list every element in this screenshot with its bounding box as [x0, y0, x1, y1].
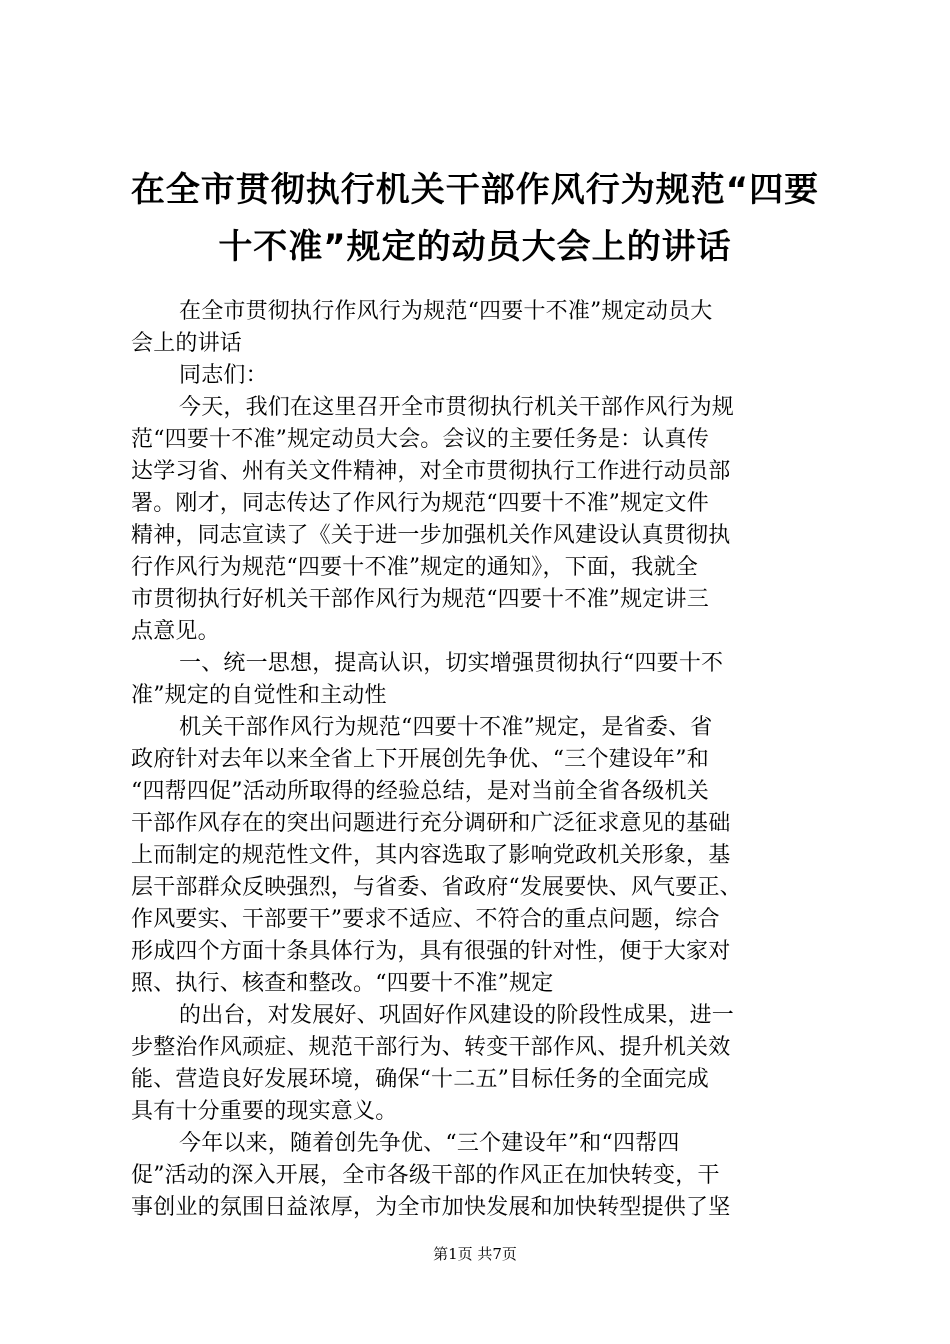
- body-line: 层干部群众反映强烈，与省委、省政府“发展要快、风气要正、: [131, 875, 742, 900]
- body-line: 形成四个方面十条具体行为，具有很强的针对性，便于大家对: [131, 939, 731, 964]
- body-line: 精神，同志宣读了《关于进一步加强机关作风建设认真贯彻执: [131, 523, 731, 548]
- title-line: 在全市贯彻执行机关干部作风行为规范“四要: [130, 170, 820, 210]
- body-line: 行作风行为规范“四要十不准”规定的通知》，下面，我就全: [131, 555, 698, 580]
- body-line: 准”规定的自觉性和主动性: [131, 683, 387, 708]
- body-line: 署。刚才，同志传达了作风行为规范“四要十不准”规定文件: [131, 491, 709, 516]
- body-line: 步整治作风顽症、规范干部行为、转变干部作风、提升机关效: [131, 1035, 731, 1060]
- body-line: 政府针对去年以来全省上下开展创先争优、“三个建设年”和: [131, 747, 709, 772]
- body-line: 照、执行、核查和整改。“四要十不准”规定: [131, 971, 554, 996]
- body-line: 事创业的氛围日益浓厚，为全市加快发展和加快转型提供了坚: [131, 1195, 731, 1220]
- body-line: 一、统一思想，提高认识，切实增强贯彻执行“四要十不: [179, 651, 724, 676]
- body-line: 的出台，对发展好、巩固好作风建设的阶段性成果，进一: [179, 1003, 735, 1028]
- body-line: 上而制定的规范性文件，其内容选取了影响党政机关形象，基: [131, 843, 731, 868]
- body-line: 点意见。: [131, 619, 220, 644]
- document-title: [110, 162, 840, 276]
- body-line: 在全市贯彻执行作风行为规范“四要十不准”规定动员大: [179, 299, 713, 324]
- document-body: [131, 296, 831, 1224]
- body-line: 具有十分重要的现实意义。: [131, 1099, 398, 1124]
- body-line: 今年以来，随着创先争优、“三个建设年”和“四帮四: [179, 1131, 680, 1156]
- title-line: 十不准”规定的动员大会上的讲话: [218, 227, 732, 267]
- body-line: 干部作风存在的突出问题进行充分调研和广泛征求意见的基础: [131, 811, 731, 836]
- page-footer: 第1页 共7页: [433, 1245, 517, 1263]
- body-line: 今天，我们在这里召开全市贯彻执行机关干部作风行为规: [179, 395, 735, 420]
- body-line: 范“四要十不准”规定动员大会。会议的主要任务是：认真传: [131, 427, 709, 452]
- body-line: 会上的讲话: [131, 331, 243, 356]
- body-line: 机关干部作风行为规范“四要十不准”规定，是省委、省: [179, 715, 713, 740]
- body-line: 作风要实、干部要干”要求不适应、不符合的重点问题，综合: [131, 907, 720, 932]
- body-line: 达学习省、州有关文件精神，对全市贯彻执行工作进行动员部: [131, 459, 731, 484]
- body-line: 能、营造良好发展环境，确保“十二五”目标任务的全面完成: [131, 1067, 709, 1092]
- body-line: 同志们：: [179, 363, 268, 388]
- body-line: 市贯彻执行好机关干部作风行为规范“四要十不准”规定讲三: [131, 587, 709, 612]
- body-line: 促”活动的深入开展，全市各级干部的作风正在加快转变，干: [131, 1163, 720, 1188]
- body-line: “四帮四促”活动所取得的经验总结，是对当前全省各级机关: [131, 779, 709, 804]
